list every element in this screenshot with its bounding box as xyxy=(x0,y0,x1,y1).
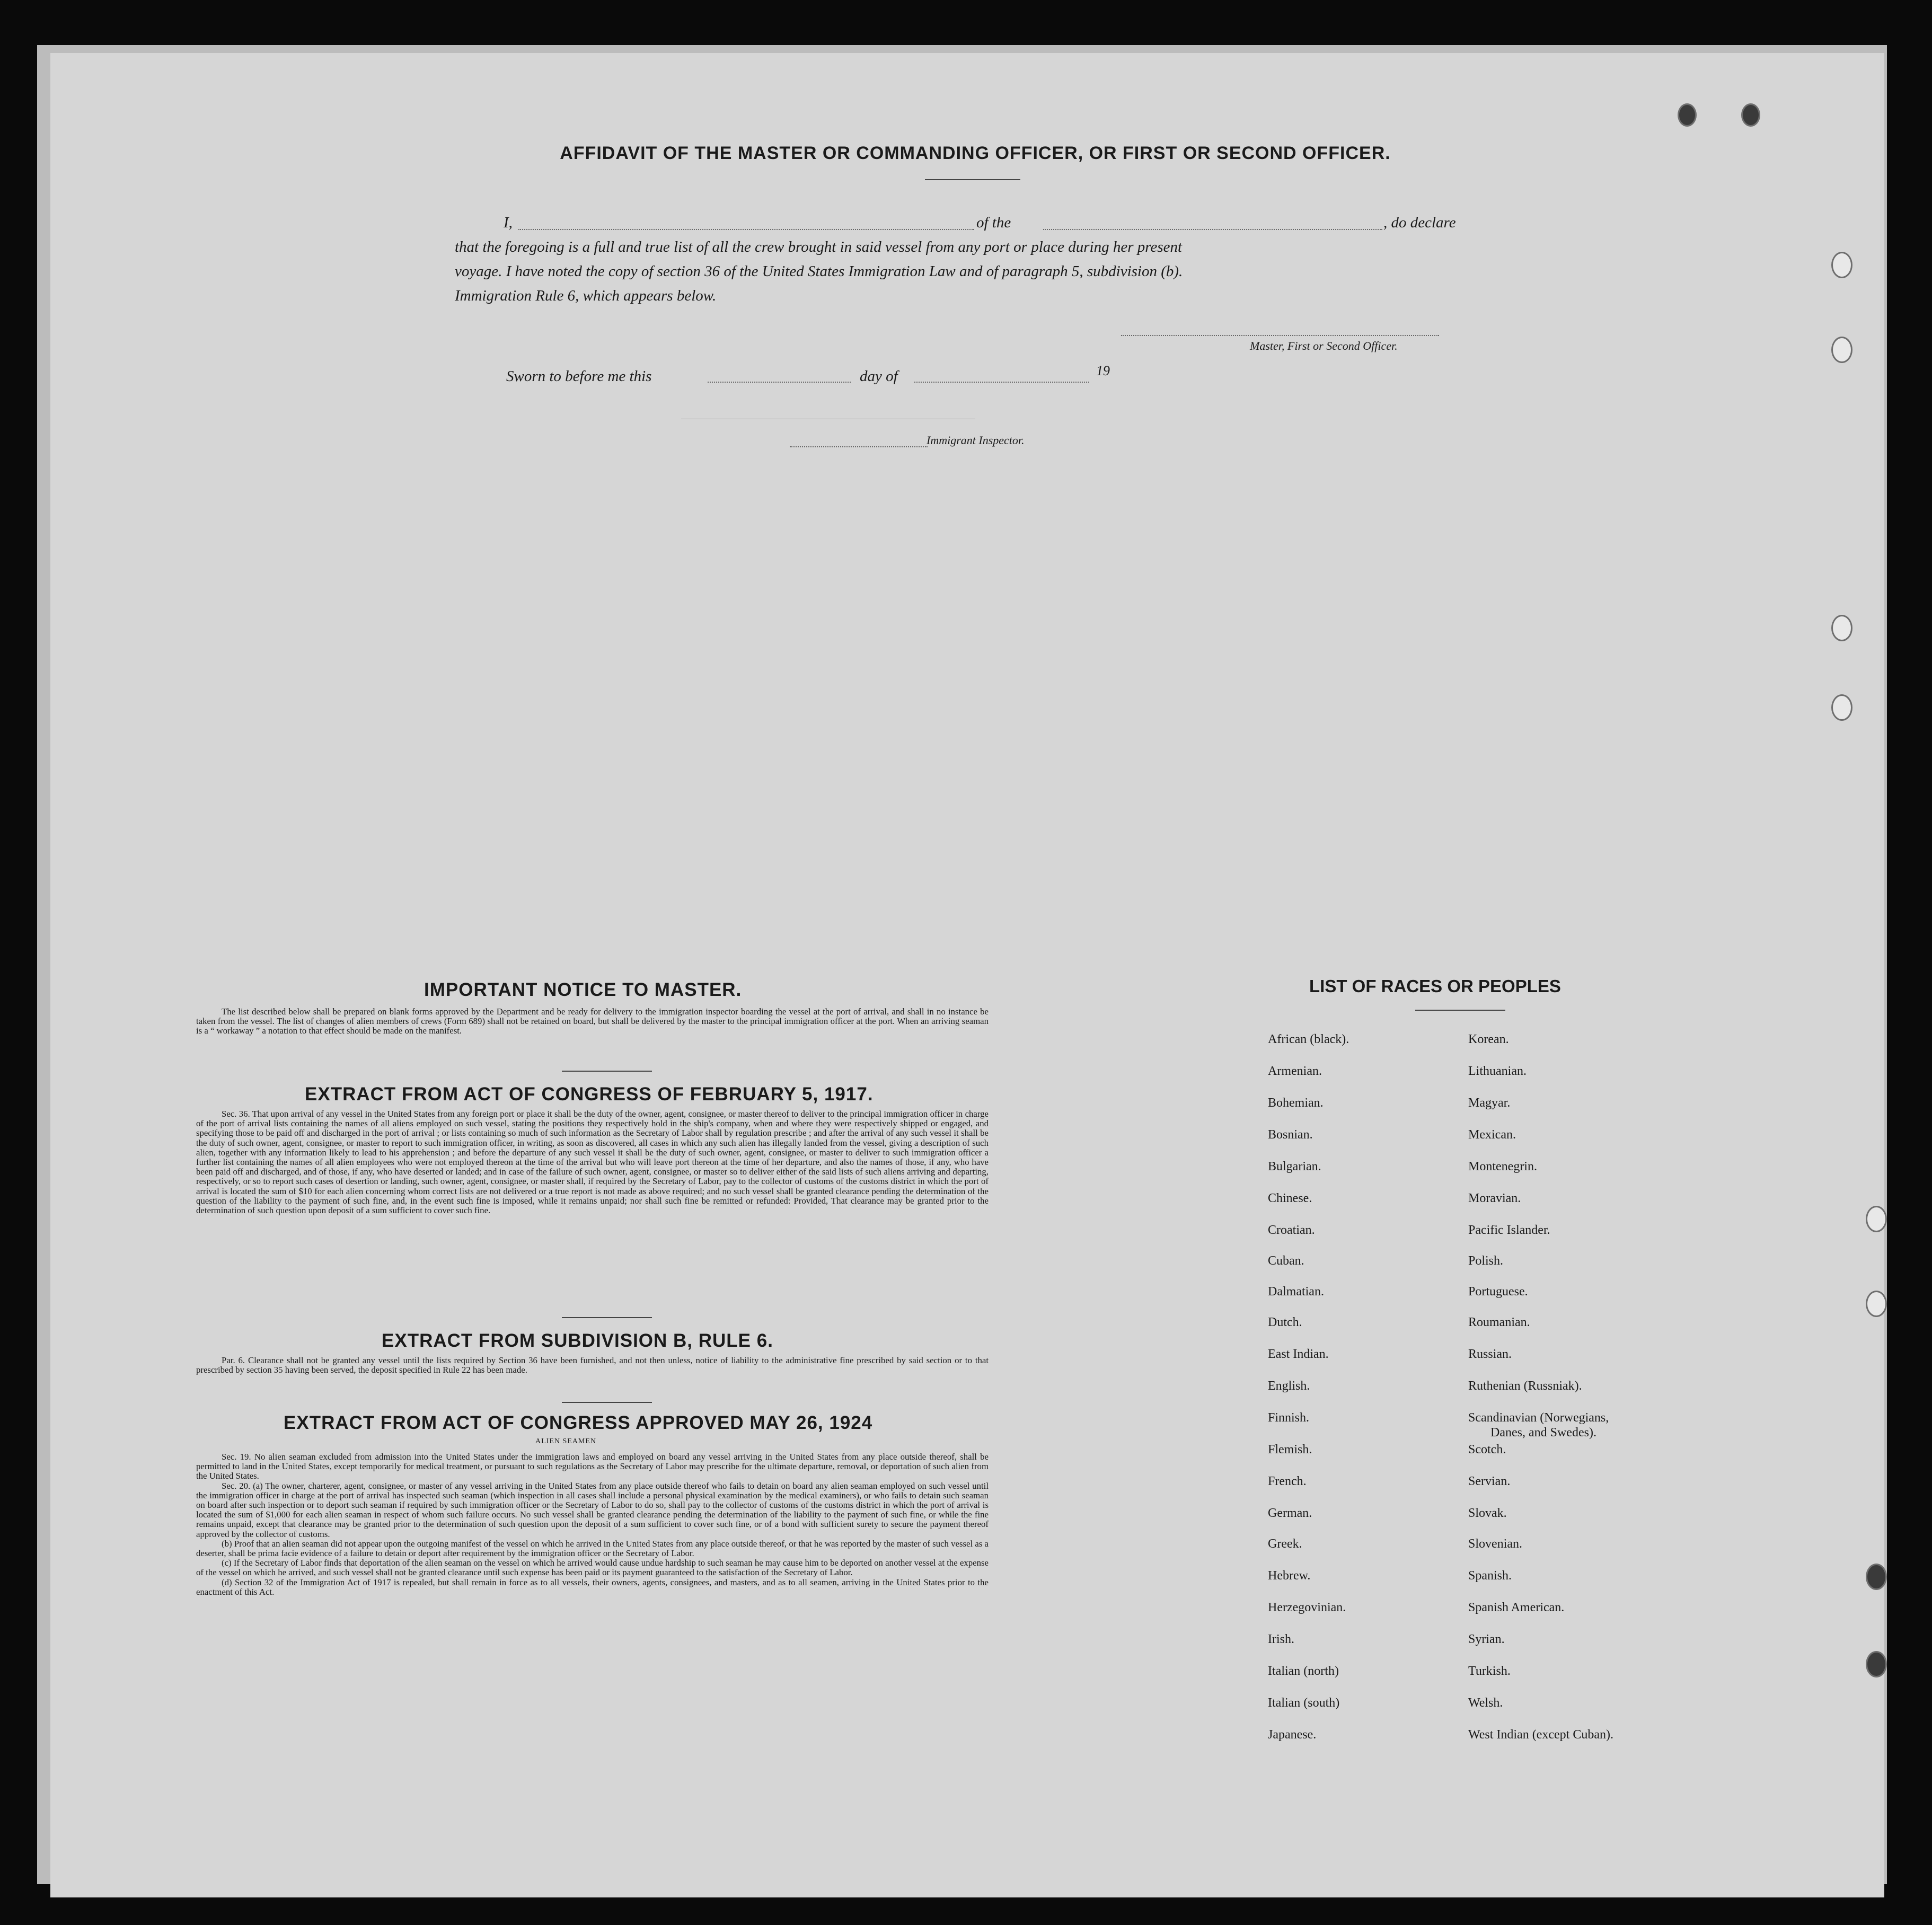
race-item: Moravian. xyxy=(1468,1191,1521,1205)
race-item: Scotch. xyxy=(1468,1443,1506,1456)
race-item: Greek. xyxy=(1268,1537,1302,1551)
inspector-label: Immigrant Inspector. xyxy=(927,434,1025,447)
race-item: Montenegrin. xyxy=(1468,1160,1537,1173)
race-item-continued: Danes, and Swedes). xyxy=(1490,1426,1596,1440)
notice-rule xyxy=(562,1071,652,1072)
race-item: Welsh. xyxy=(1468,1696,1503,1710)
extract-1924-text xyxy=(196,1452,989,1597)
race-item: Ruthenian (Russniak). xyxy=(1468,1379,1582,1393)
binder-hole-icon xyxy=(1866,1651,1887,1677)
race-item: French. xyxy=(1268,1474,1307,1488)
affidavit-line1-of-the: of the xyxy=(976,214,1011,231)
binder-hole-icon xyxy=(1831,694,1852,721)
rule6-title: EXTRACT FROM SUBDIVISION B, RULE 6. xyxy=(382,1330,773,1351)
race-item: Scandinavian (Norwegians, xyxy=(1468,1411,1609,1425)
day-blank xyxy=(708,382,851,383)
extract-1917-rule xyxy=(562,1317,652,1318)
document-page xyxy=(50,53,1884,1897)
month-blank xyxy=(914,382,1089,383)
race-item: Flemish. xyxy=(1268,1443,1312,1456)
race-item: Hebrew. xyxy=(1268,1569,1311,1583)
binder-hole-icon xyxy=(1678,103,1697,127)
race-item: Slovak. xyxy=(1468,1506,1507,1520)
race-item: African (black). xyxy=(1268,1032,1349,1046)
inspector-blank xyxy=(790,446,928,447)
binder-hole-icon xyxy=(1741,103,1760,127)
race-item: West Indian (except Cuban). xyxy=(1468,1728,1613,1742)
extract-1917-title: EXTRACT FROM ACT OF CONGRESS OF FEBRUARY 5, 1917. xyxy=(305,1084,874,1105)
extract-1917-text: Sec. 36. That upon arrival of any vessel in the United States from any foreign port or place it shall be the duty of the owner, agent, consignee, or master thereof to deliver to the principal immigration officer in charge of the port of arrival lists containing the names of all aliens employed on such vessel, stating the positions they respectively hold in the ship's company, when and where they were respectively shipped or engaged, and specifying those to be paid off and discharged in the port of arrival ; or lists containing so much of such information as the Secretary of Labor shall by regulation prescribe ; and after the arrival of any such vessel it shall be the duty of such owner, agent, consignee, or master to report to such immigration officer, in writing, as soon as discovered, all cases in which any such alien has illegally landed from the vessel, giving a description of such alien, together with any information likely to lead to his apprehension ; and before the departure of any such vessel it shall be the duty of such owner, agent, consignee, or master to deliver to such immigration officer a further list containing the names of all alien employees who were not employed thereon at the time of the arrival but who will leave port thereon at the time of her departure, and also the names of those, if any, who have been paid off and discharged, and of those, if any, who have deserted or landed; and in case of the failure of such owner, agent, consignee, or master so to deliver either of the said lists of such aliens arriving and departing, respectively, or so to report such cases of desertion or landing, such owner, agent, consignee, or master shall, if required by the Secretary of Labor, pay to the collector of customs of the customs district in which the port of arrival is located the sum of $10 for each alien concerning whom correct lists are not delivered or a true report is not made as above required; and no such vessel shall be granted clearance pending the determination of the question of the liability to the payment of such fine, and, in the event such fine is imposed, while it remains unpaid; nor shall such fine be remitted or refunded: Provided, That clearance may be granted prior to the determination of such question upon deposit of a sum sufficient to cover such fine. xyxy=(196,1109,989,1216)
sec-20d-paragraph: (d) Section 32 of the Immigration Act of 1917 is repealed, but shall remain in force as to all vessels, their owners, agents, consignees, and masters, and as to all seamen, arriving in the United States prior to the enactment of this Act. xyxy=(196,1577,989,1597)
race-item: Magyar. xyxy=(1468,1096,1511,1110)
affidavit-line1-i: I, xyxy=(504,214,513,231)
race-item: Chinese. xyxy=(1268,1191,1312,1205)
race-item: Russian. xyxy=(1468,1347,1512,1361)
signature-blank xyxy=(1121,335,1439,336)
vessel-blank xyxy=(1043,229,1382,230)
race-item: Turkish. xyxy=(1468,1664,1511,1678)
rule6-rule xyxy=(562,1402,652,1403)
race-item: Japanese. xyxy=(1268,1728,1317,1742)
race-item: Spanish. xyxy=(1468,1569,1512,1583)
races-title: LIST OF RACES OR PEOPLES xyxy=(1309,976,1561,996)
affidavit-line1-do-declare: , do declare xyxy=(1383,214,1456,231)
race-item: English. xyxy=(1268,1379,1310,1393)
races-rule xyxy=(1415,1010,1505,1011)
race-item: Portuguese. xyxy=(1468,1285,1528,1299)
race-item: Dalmatian. xyxy=(1268,1285,1324,1299)
race-item: Italian (south) xyxy=(1268,1696,1340,1710)
binder-hole-icon xyxy=(1831,615,1852,641)
notice-title: IMPORTANT NOTICE TO MASTER. xyxy=(424,979,742,1000)
race-item: Servian. xyxy=(1468,1474,1511,1488)
signature-label: Master, First or Second Officer. xyxy=(1250,339,1398,352)
race-item: Cuban. xyxy=(1268,1254,1304,1268)
sec-20c-paragraph: (c) If the Secretary of Labor finds that deportation of the alien seaman on the vessel on which he arrived would cause undue hardship to such seaman he may cause him to be deported on another vessel at the expense of the vessel on which he arrived, and such vessel shall not be granted clearance until such expense has been paid or its payment guaranteed to the satisfaction of the Secretary of Labor. xyxy=(196,1558,989,1578)
race-item: Spanish American. xyxy=(1468,1601,1565,1614)
binder-hole-icon xyxy=(1866,1291,1887,1317)
race-item: Irish. xyxy=(1268,1632,1294,1646)
race-item: Bulgarian. xyxy=(1268,1160,1321,1173)
notice-text: The list described below shall be prepared on blank forms approved by the Department and be ready for delivery to the immigration inspector boarding the vessel at the port of arrival, and shall in no instance be taken from the vessel. The list of changes of alien members of crews (Form 689) shall not be retained on board, but shall be delivered by the master to the principal immigration officer at the port. When an arriving seaman is a “ workaway ” a notation to that effect should be made on the manifest. xyxy=(196,1006,989,1036)
race-item: Dutch. xyxy=(1268,1315,1302,1329)
sec-20b-paragraph: (b) Proof that an alien seaman did not appear upon the outgoing manifest of the vessel on which he arrived in the United States from any place outside thereof, or that he was reported by the master of such vessel as a deserter, shall be prima facie evidence of a failure to detain or deport after requirement by the immigration officer or the Secretary of Labor. xyxy=(196,1538,989,1559)
extract-1924-subtitle: ALIEN SEAMEN xyxy=(535,1437,597,1445)
affidavit-line2: that the foregoing is a full and true list of all the crew brought in said vessel from any port or place during her present xyxy=(455,239,1183,255)
sworn-day-of: day of xyxy=(860,368,898,385)
race-item: Bosnian. xyxy=(1268,1128,1313,1142)
affidavit-line3: voyage. I have noted the copy of section 36 of the United States Immigration Law and of paragraph 5, subdivision (b). xyxy=(455,263,1183,280)
name-blank xyxy=(518,229,974,230)
race-item: Syrian. xyxy=(1468,1632,1505,1646)
sworn-year: 19 xyxy=(1096,363,1110,378)
rule6-text: Par. 6. Clearance shall not be granted any vessel until the lists required by Section 36 have been furnished, and not then unless, notice of liability to the administrative fine prescribed by said section or to that prescribed by section 35 having been served, the deposit specified in Rule 22 has been made. xyxy=(196,1355,989,1375)
binder-hole-icon xyxy=(1831,252,1852,278)
race-item: Lithuanian. xyxy=(1468,1064,1527,1078)
binder-hole-icon xyxy=(1831,337,1852,363)
race-item: Polish. xyxy=(1468,1254,1504,1268)
race-item: German. xyxy=(1268,1506,1312,1520)
binder-hole-icon xyxy=(1866,1206,1887,1232)
race-item: Italian (north) xyxy=(1268,1664,1339,1678)
affidavit-title: AFFIDAVIT OF THE MASTER OR COMMANDING OFFICER, OR FIRST OR SECOND OFFICER. xyxy=(560,143,1391,163)
race-item: Herzegovinian. xyxy=(1268,1601,1346,1614)
sec-19-paragraph: Sec. 19. No alien seaman excluded from admission into the United States under the immigration laws and employed on board any vessel arriving in the United States from any place outside thereof, shall be permitted to land in the United States, except temporarily for medical treatment, or pursuant to such regulations as the Secretary of Labor may prescribe for the ultimate departure, removal, or deportation of such alien from the United States. xyxy=(196,1452,989,1481)
extract-1924-title: EXTRACT FROM ACT OF CONGRESS APPROVED MAY 26, 1924 xyxy=(284,1412,873,1433)
title-rule xyxy=(925,179,1020,180)
race-item: Croatian. xyxy=(1268,1223,1315,1237)
binder-hole-icon xyxy=(1866,1564,1887,1590)
race-item: Korean. xyxy=(1468,1032,1509,1046)
sec-20a-paragraph: Sec. 20. (a) The owner, charterer, agent, consignee, or master of any vessel arriving in the United States from any place outside thereof who fails to detain on board any alien seaman employed on such vessel until the immigration officer in charge at the port of arrival has inspected such seaman (which inspection in all cases shall include a personal physical examination by the medical examiners), or who fails to detain such seaman on board after such inspection or to deport such seaman if required by such immigration officer or the Secretary of Labor to do so, shall pay to the collector of customs of the customs district in which the port of arrival is located the sum of $1,000 for each alien seaman in respect of whom such failure occurs. No such vessel shall be granted clearance pending the determination of the liability to the payment of such fine, or while the fine remains unpaid, except that clearance may be granted prior to the determination of such question upon the deposit of a sum sufficient to cover such fine, or of a bond with sufficient surety to secure the payment thereof approved by the collector of customs. xyxy=(196,1480,989,1539)
race-item: Pacific Islander. xyxy=(1468,1223,1550,1237)
race-item: Slovenian. xyxy=(1468,1537,1522,1551)
race-item: Mexican. xyxy=(1468,1128,1516,1142)
sworn-prefix: Sworn to before me this xyxy=(506,368,652,385)
race-item: Finnish. xyxy=(1268,1411,1310,1425)
affidavit-line4: Immigration Rule 6, which appears below. xyxy=(455,287,717,304)
race-item: East Indian. xyxy=(1268,1347,1329,1361)
race-item: Bohemian. xyxy=(1268,1096,1324,1110)
race-item: Roumanian. xyxy=(1468,1315,1530,1329)
race-item: Armenian. xyxy=(1268,1064,1322,1078)
